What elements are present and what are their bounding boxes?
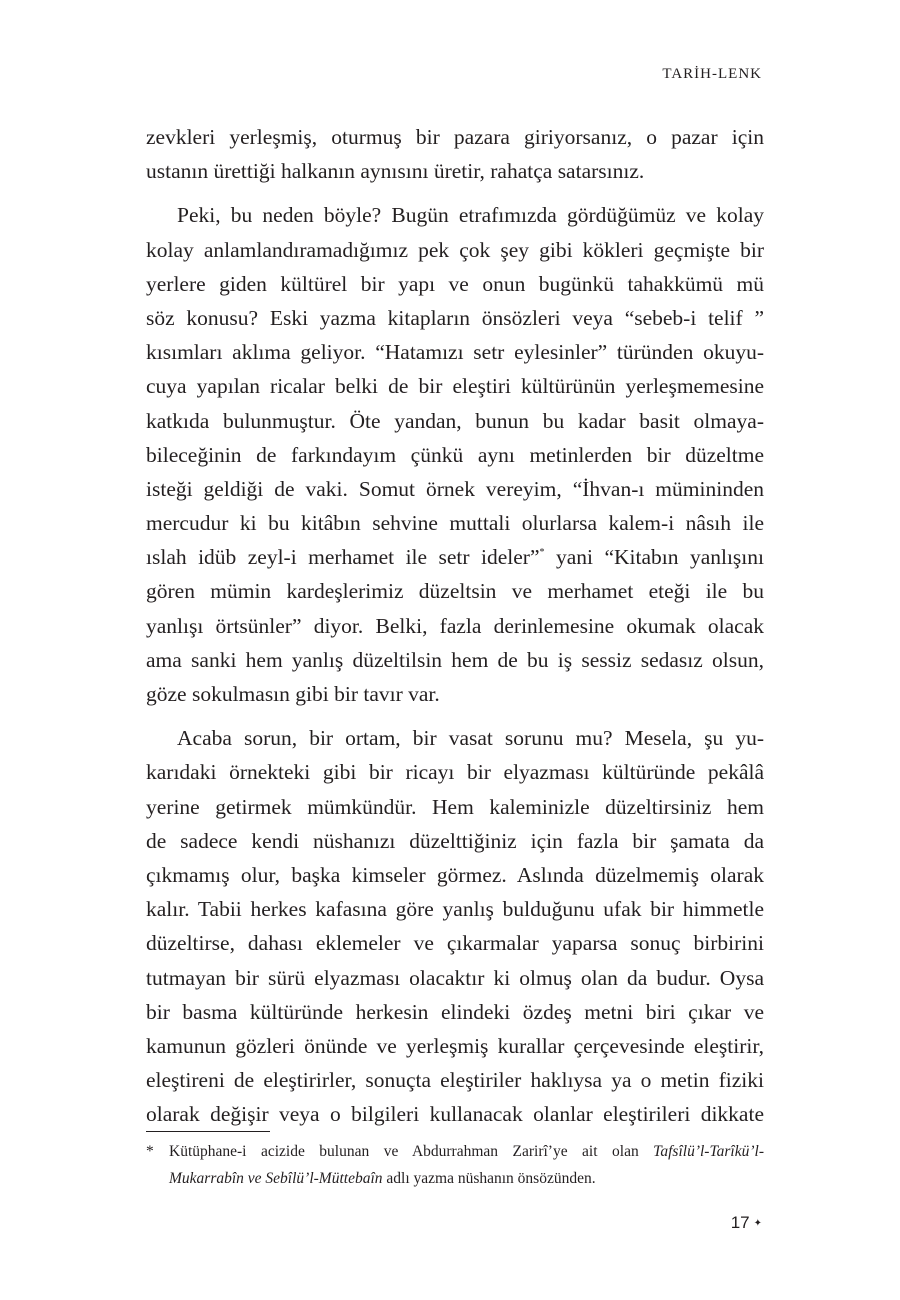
- text-line: karıdaki örnekteki gibi bir ricayı bir elyazması kültüründe pekâlâ: [146, 760, 764, 785]
- text-line-with-footnote-ref: [146, 540, 764, 574]
- text-line: isteği geldiği de vaki. Somut örnek vereyim, “İhvan-ı mümininden: [146, 476, 764, 501]
- text-line: söz konusu? Eski yazma kitapların önsözleri veya “sebeb-i telif ”: [146, 305, 764, 330]
- text-line: düzeltirse, dahası eklemeler ve çıkarmalar yaparsa sonuç birbirini: [146, 931, 764, 956]
- running-header: TARİH-LENK: [662, 66, 762, 82]
- text-line: bileceğinin de farkındayım çünkü aynı metinlerden bir düzeltme: [146, 442, 764, 467]
- paragraph-1: [146, 120, 764, 188]
- footnote: [146, 1138, 764, 1192]
- text-line: kolay anlamlandıramadığımız pek çok şey gibi kökleri geçmişte bir: [146, 237, 764, 262]
- footnote-line: [146, 1165, 764, 1192]
- footnote-reference: *: [539, 547, 545, 559]
- paragraph-3: [146, 721, 764, 1131]
- text-line: eleştireni de eleştirirler, sonuçta eleştiriler haklıysa ya o metin fiziki: [146, 1068, 764, 1093]
- text-line: Acaba sorun, bir ortam, bir vasat sorunu mu? Mesela, şu yu-: [177, 726, 764, 751]
- text-line: yerlere giden kültürel bir yapı ve onun bugünkü tahakkümü mü: [146, 271, 764, 296]
- text-line: tutmayan bir sürü elyazması olacaktır ki olmuş olan da budur. Oysa: [146, 965, 764, 990]
- text-line: yanlışı örtsünler” diyor. Belki, fazla derinlemesine okumak olacak: [146, 613, 764, 638]
- text-line: olarak değişir veya o bilgileri kullanacak olanlar eleştirileri dikkate: [146, 1102, 764, 1127]
- paragraph-2: [146, 198, 764, 711]
- footnote-book-title: Tafsîlü’l-Tarîkü’l-: [653, 1143, 764, 1160]
- footnote-divider: [146, 1131, 270, 1132]
- text-line: de sadece kendi nüshanızı düzelttiğiniz için fazla bir şamata da: [146, 828, 764, 853]
- page-number-text: 17: [730, 1213, 750, 1232]
- text-line: yerine getirmek mümkündür. Hem kaleminizle düzeltirsiniz hem: [146, 794, 764, 819]
- text-line: mercudur ki bu kitâbın sehvine muttali olurlarsa kalem-i nâsıh ile: [146, 511, 764, 536]
- text-line: göze sokulmasın gibi bir tavır var.: [146, 682, 440, 706]
- text-line: cuya yapılan ricalar belki de bir eleştiri kültürünün yerleşmemesine: [146, 374, 764, 399]
- footnote-text: adlı yazma nüshanın önsözünden.: [382, 1170, 596, 1187]
- text-line: çıkmamış olur, başka kimseler görmez. Aslında düzelmemiş olarak: [146, 862, 764, 887]
- diamond-star-icon: ✦: [753, 1218, 762, 1229]
- page-number: [731, 1213, 762, 1233]
- text-line: kamunun gözleri önünde ve yerleşmiş kurallar çerçevesinde eleştirir,: [146, 1033, 764, 1058]
- footnote-line: [146, 1138, 764, 1165]
- line-end: yani “Kitabın yanlışını: [544, 545, 764, 570]
- text-line: kısımları aklıma geliyor. “Hatamızı setr eylesinler” türünden okuyu-: [146, 340, 764, 365]
- footnote-text: Kütüphane-i acizide bulunan ve Abdurrahman Zarirî’ye ait olan: [169, 1143, 654, 1160]
- text-line: ama sanki hem yanlış düzeltilsin hem de bu iş sessiz sedasız olsun,: [146, 647, 764, 672]
- footnote-book-title: Mukarrabîn ve Sebîlü’l-Müttebaîn: [169, 1170, 383, 1187]
- text-line: bir basma kültüründe herkesin elindeki özdeş metni biri çıkar ve: [146, 999, 764, 1024]
- text-line: gören mümin kardeşlerimiz düzeltsin ve merhamet eteği ile bu: [146, 579, 764, 604]
- line-start: ıslah idüb zeyl-i merhamet ile setr ideler”: [146, 545, 540, 570]
- footnote-marker: *: [146, 1143, 154, 1160]
- text-line: ustanın ürettiği halkanın aynısını üretir, rahatça satarsınız.: [146, 159, 645, 184]
- body-text: [146, 120, 764, 1131]
- text-line: Peki, bu neden böyle? Bugün etrafımızda gördüğümüz ve kolay: [177, 203, 764, 228]
- text-line: kalır. Tabii herkes kafasına göre yanlış bulduğunu ufak bir himmetle: [146, 897, 764, 922]
- text-line: katkıda bulunmuştur. Öte yandan, bunun bu kadar basit olmaya-: [146, 408, 764, 433]
- text-line: zevkleri yerleşmiş, oturmuş bir pazara giriyorsanız, o pazar için: [146, 125, 764, 149]
